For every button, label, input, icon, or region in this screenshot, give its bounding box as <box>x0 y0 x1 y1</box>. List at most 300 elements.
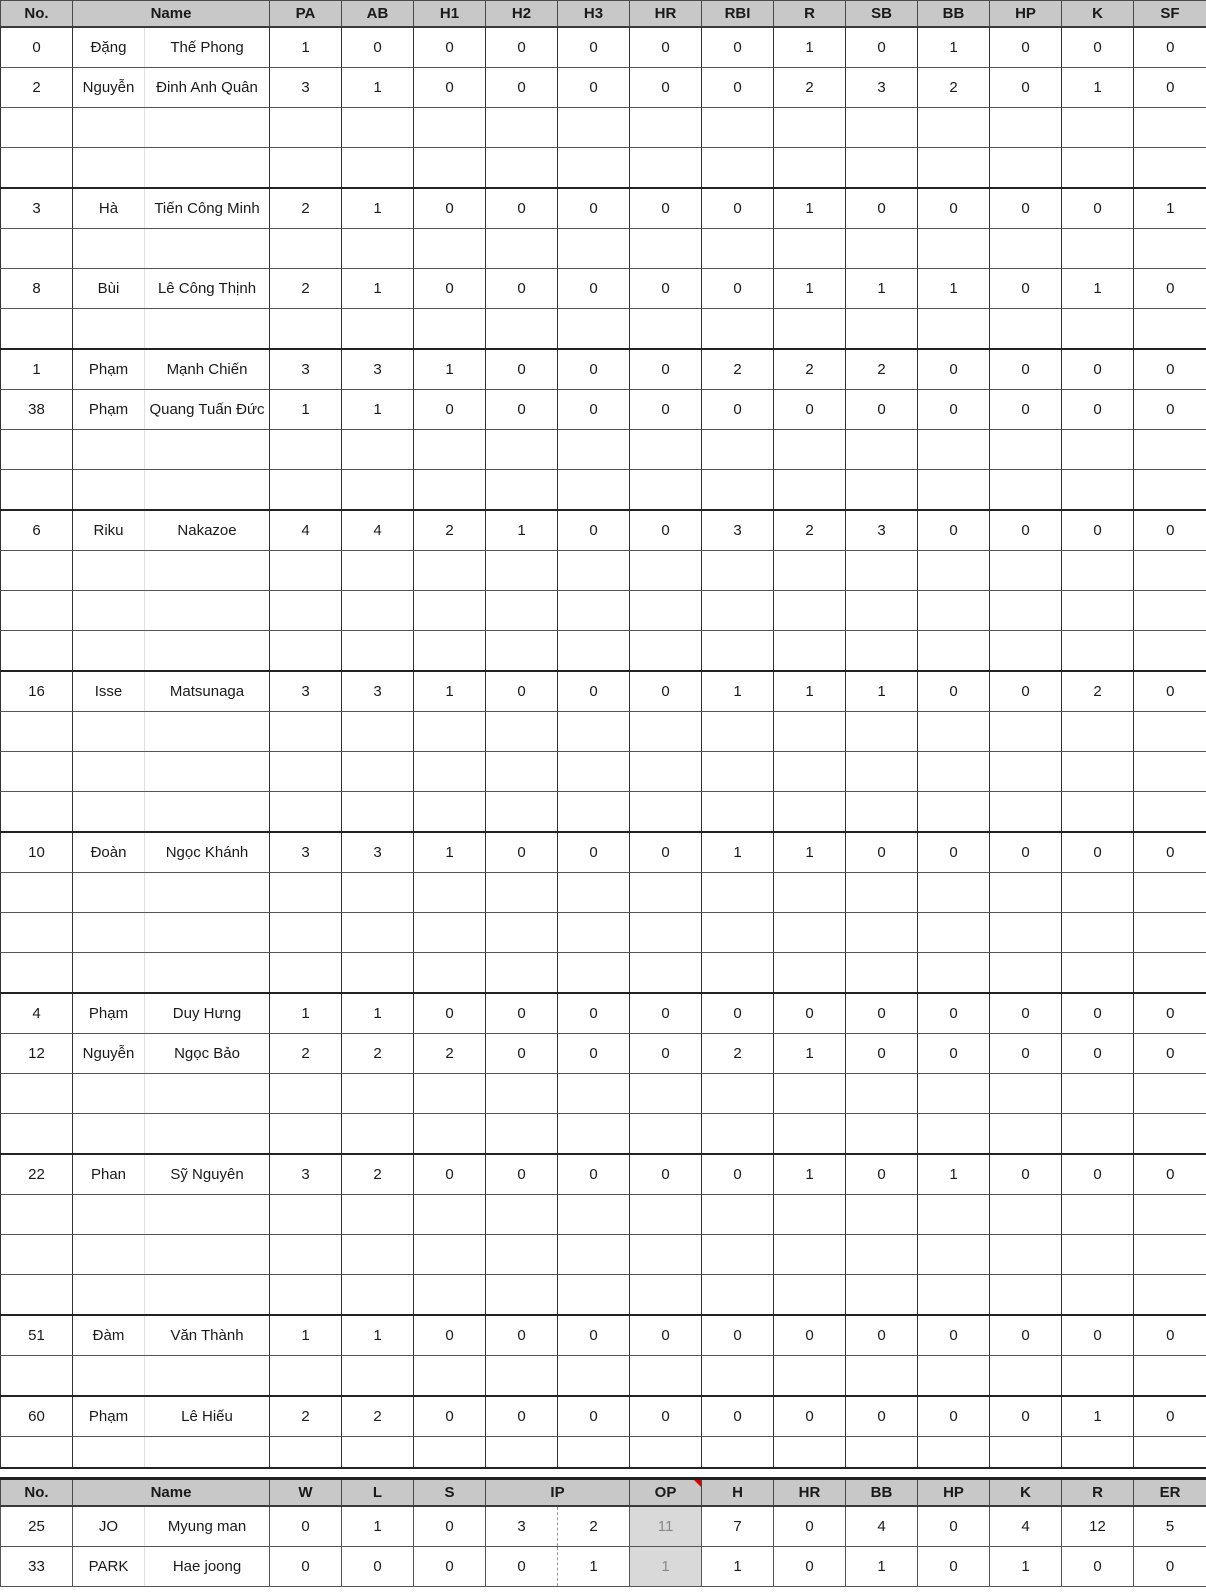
stat-cell-bb[interactable] <box>918 752 990 792</box>
stat-cell-hp[interactable] <box>990 229 1062 269</box>
stat-cell-h3[interactable] <box>558 148 630 189</box>
stat-cell-h3[interactable] <box>558 108 630 148</box>
stat-cell-bb[interactable]: 0 <box>918 671 990 712</box>
player-given-name-cell[interactable]: Phạm <box>73 390 145 430</box>
stat-cell-k[interactable] <box>1062 1195 1134 1235</box>
player-number-cell[interactable] <box>1 148 73 189</box>
stat-cell-sb[interactable] <box>846 430 918 470</box>
pitcher-given-name-cell[interactable]: PARK <box>73 1547 145 1587</box>
stat-cell-sb[interactable] <box>846 148 918 189</box>
stat-cell-rbi[interactable] <box>702 752 774 792</box>
stat-cell-sf[interactable] <box>1134 873 1206 913</box>
player-given-name-cell[interactable]: Isse <box>73 671 145 712</box>
stat-cell-ab[interactable] <box>342 631 414 672</box>
stat-cell-h2[interactable] <box>486 309 558 350</box>
stat-cell-r[interactable] <box>774 953 846 994</box>
stat-cell-sb[interactable]: 3 <box>846 68 918 108</box>
stat-cell-r[interactable] <box>774 309 846 350</box>
stat-cell-h3[interactable] <box>558 873 630 913</box>
stat-cell-h1[interactable] <box>414 108 486 148</box>
stat-cell-r[interactable]: 1 <box>774 832 846 873</box>
player-number-cell[interactable] <box>1 1074 73 1114</box>
stat-cell-h1[interactable]: 0 <box>414 269 486 309</box>
stat-cell-h1[interactable]: 1 <box>414 832 486 873</box>
stat-cell-bb[interactable]: 0 <box>918 390 990 430</box>
stat-cell-h[interactable]: 7 <box>702 1506 774 1547</box>
stat-cell-sb[interactable] <box>846 309 918 350</box>
player-given-name-cell[interactable]: Hà <box>73 188 145 229</box>
stat-cell-h3[interactable]: 0 <box>558 390 630 430</box>
stat-cell-rbi[interactable] <box>702 873 774 913</box>
stat-cell-r[interactable]: 1 <box>774 1034 846 1074</box>
stat-cell-k[interactable]: 0 <box>1062 993 1134 1034</box>
stat-cell-h2[interactable] <box>486 631 558 672</box>
player-number-cell[interactable]: 16 <box>1 671 73 712</box>
stat-cell-hp[interactable] <box>990 752 1062 792</box>
stat-cell-k[interactable] <box>1062 470 1134 511</box>
player-surname-cell[interactable]: Ngọc Bảo <box>145 1034 270 1074</box>
stat-cell-h2[interactable]: 0 <box>486 832 558 873</box>
stat-cell-rbi[interactable]: 1 <box>702 671 774 712</box>
player-surname-cell[interactable] <box>145 1235 270 1275</box>
stat-cell-k[interactable] <box>1062 873 1134 913</box>
stat-cell-rbi[interactable] <box>702 591 774 631</box>
player-number-cell[interactable]: 22 <box>1 1154 73 1195</box>
player-given-name-cell[interactable] <box>73 470 145 511</box>
stat-cell-h2[interactable] <box>486 148 558 189</box>
stat-cell-hr[interactable] <box>630 148 702 189</box>
player-given-name-cell[interactable] <box>73 551 145 591</box>
stat-cell-pa[interactable] <box>270 1074 342 1114</box>
stat-cell-h1[interactable] <box>414 1356 486 1397</box>
stat-cell-bb[interactable] <box>918 1195 990 1235</box>
stat-cell-bb[interactable] <box>918 792 990 833</box>
stat-cell-pa[interactable]: 4 <box>270 510 342 551</box>
player-number-cell[interactable] <box>1 430 73 470</box>
stat-cell-hp[interactable]: 0 <box>990 269 1062 309</box>
player-number-cell[interactable] <box>1 873 73 913</box>
player-number-cell[interactable]: 51 <box>1 1315 73 1356</box>
stat-cell-h1[interactable]: 2 <box>414 1034 486 1074</box>
stat-cell-h3[interactable] <box>558 752 630 792</box>
stat-cell-hr[interactable] <box>630 551 702 591</box>
stat-cell-hp[interactable]: 0 <box>990 1396 1062 1437</box>
stat-cell-ab[interactable]: 3 <box>342 671 414 712</box>
stat-cell-h1[interactable] <box>414 752 486 792</box>
stat-cell-rbi[interactable]: 0 <box>702 68 774 108</box>
stat-cell-pa[interactable] <box>270 148 342 189</box>
stat-cell-sf[interactable] <box>1134 309 1206 350</box>
player-number-cell[interactable] <box>1 1195 73 1235</box>
stat-cell-h3[interactable] <box>558 229 630 269</box>
stat-cell-h3[interactable]: 0 <box>558 27 630 68</box>
player-given-name-cell[interactable] <box>73 1114 145 1155</box>
stat-cell-rbi[interactable]: 0 <box>702 188 774 229</box>
stat-cell-h1[interactable] <box>414 1275 486 1316</box>
stat-cell-h2[interactable] <box>486 229 558 269</box>
stat-cell-sf[interactable] <box>1134 148 1206 189</box>
stat-cell-r[interactable] <box>774 752 846 792</box>
player-surname-cell[interactable] <box>145 752 270 792</box>
stat-cell-bb[interactable] <box>918 1114 990 1155</box>
stat-cell-h1[interactable]: 0 <box>414 27 486 68</box>
stat-cell-sb[interactable] <box>846 1275 918 1316</box>
stat-cell-h3[interactable] <box>558 1235 630 1275</box>
player-given-name-cell[interactable] <box>73 631 145 672</box>
stat-cell-pa[interactable]: 2 <box>270 1396 342 1437</box>
stat-cell-sb[interactable] <box>846 792 918 833</box>
stat-cell-rbi[interactable]: 0 <box>702 390 774 430</box>
stat-cell-w[interactable]: 0 <box>270 1506 342 1547</box>
stat-cell-pa[interactable] <box>270 953 342 994</box>
stat-cell-ab[interactable]: 1 <box>342 188 414 229</box>
player-number-cell[interactable]: 1 <box>1 349 73 390</box>
pitcher-number-cell[interactable]: 33 <box>1 1547 73 1587</box>
stat-cell-k[interactable] <box>1062 913 1134 953</box>
player-given-name-cell[interactable] <box>73 1074 145 1114</box>
stat-cell-k[interactable]: 0 <box>1062 390 1134 430</box>
stat-cell-pa[interactable] <box>270 430 342 470</box>
stat-cell-ab[interactable] <box>342 873 414 913</box>
player-surname-cell[interactable]: Quang Tuấn Đức <box>145 390 270 430</box>
stat-cell-k[interactable] <box>1062 1114 1134 1155</box>
player-number-cell[interactable] <box>1 712 73 752</box>
player-surname-cell[interactable] <box>145 148 270 189</box>
stat-cell-pa[interactable] <box>270 108 342 148</box>
stat-cell-pa[interactable]: 3 <box>270 1154 342 1195</box>
stat-cell-hr[interactable]: 0 <box>630 1315 702 1356</box>
stat-cell-sb[interactable]: 3 <box>846 510 918 551</box>
player-given-name-cell[interactable] <box>73 792 145 833</box>
stat-cell-pa[interactable]: 2 <box>270 188 342 229</box>
stat-cell-h1[interactable]: 0 <box>414 68 486 108</box>
stat-cell-hr[interactable] <box>630 913 702 953</box>
stat-cell-sf[interactable] <box>1134 1074 1206 1114</box>
player-surname-cell[interactable]: Tiến Công Minh <box>145 188 270 229</box>
stat-cell-ip-partial[interactable]: 1 <box>558 1547 630 1587</box>
player-given-name-cell[interactable]: Nguyễn <box>73 1034 145 1074</box>
stat-cell-hp[interactable] <box>990 470 1062 511</box>
player-surname-cell[interactable]: Đinh Anh Quân <box>145 68 270 108</box>
stat-cell-k[interactable]: 0 <box>1062 510 1134 551</box>
stat-cell-bb[interactable] <box>918 953 990 994</box>
stat-cell-r[interactable]: 1 <box>774 188 846 229</box>
stat-cell-h2[interactable] <box>486 551 558 591</box>
stat-cell-h1[interactable]: 2 <box>414 510 486 551</box>
stat-cell-r[interactable]: 2 <box>774 349 846 390</box>
stat-cell-h2[interactable]: 1 <box>486 510 558 551</box>
player-given-name-cell[interactable] <box>73 1195 145 1235</box>
stat-cell-bb[interactable] <box>918 551 990 591</box>
stat-cell-sf[interactable]: 1 <box>1134 188 1206 229</box>
player-given-name-cell[interactable]: Phạm <box>73 993 145 1034</box>
stat-cell-k[interactable] <box>1062 1074 1134 1114</box>
player-number-cell[interactable] <box>1 631 73 672</box>
stat-cell-rbi[interactable]: 3 <box>702 510 774 551</box>
stat-cell-hp[interactable]: 0 <box>918 1506 990 1547</box>
stat-cell-sb[interactable] <box>846 953 918 994</box>
stat-cell-r[interactable]: 2 <box>774 68 846 108</box>
stat-cell-rbi[interactable]: 0 <box>702 269 774 309</box>
stat-cell-r[interactable]: 1 <box>774 1154 846 1195</box>
player-surname-cell[interactable]: Thế Phong <box>145 27 270 68</box>
stat-cell-h3[interactable]: 0 <box>558 832 630 873</box>
stat-cell-ab[interactable] <box>342 1114 414 1155</box>
pitcher-surname-cell[interactable]: Hae joong <box>145 1547 270 1587</box>
stat-cell-l[interactable]: 1 <box>342 1506 414 1547</box>
player-number-cell[interactable]: 10 <box>1 832 73 873</box>
stat-cell-rbi[interactable]: 0 <box>702 1315 774 1356</box>
stat-cell-hr[interactable] <box>630 953 702 994</box>
stat-cell-bb[interactable]: 0 <box>918 832 990 873</box>
player-surname-cell[interactable] <box>145 712 270 752</box>
player-number-cell[interactable] <box>1 1356 73 1397</box>
stat-cell-sf[interactable] <box>1134 551 1206 591</box>
stat-cell-r[interactable] <box>774 1275 846 1316</box>
stat-cell-hp[interactable] <box>990 309 1062 350</box>
player-number-cell[interactable] <box>1 953 73 994</box>
stat-cell-hp[interactable] <box>990 551 1062 591</box>
stat-cell-h1[interactable] <box>414 430 486 470</box>
stat-cell-k[interactable] <box>1062 309 1134 350</box>
stat-cell-hp[interactable] <box>990 108 1062 148</box>
stat-cell-h1[interactable] <box>414 1195 486 1235</box>
stat-cell-h1[interactable] <box>414 873 486 913</box>
stat-cell-h3[interactable] <box>558 591 630 631</box>
stat-cell-r[interactable] <box>774 1074 846 1114</box>
stat-cell-bb[interactable]: 0 <box>918 188 990 229</box>
player-number-cell[interactable] <box>1 108 73 148</box>
stat-cell-rbi[interactable]: 0 <box>702 993 774 1034</box>
stat-cell-k[interactable]: 1 <box>1062 68 1134 108</box>
stat-cell-hp[interactable]: 0 <box>990 188 1062 229</box>
stat-cell-k[interactable] <box>1062 631 1134 672</box>
stat-cell-pa[interactable]: 3 <box>270 68 342 108</box>
stat-cell-h1[interactable] <box>414 309 486 350</box>
stat-cell-sb[interactable] <box>846 913 918 953</box>
stat-cell-k[interactable]: 0 <box>1062 1154 1134 1195</box>
stat-cell-sf[interactable]: 0 <box>1134 993 1206 1034</box>
stat-cell-k[interactable]: 1 <box>1062 1396 1134 1437</box>
stat-cell-r[interactable]: 1 <box>774 27 846 68</box>
stat-cell-h2[interactable]: 0 <box>486 68 558 108</box>
player-surname-cell[interactable] <box>145 953 270 994</box>
stat-cell-op[interactable]: 11 <box>630 1506 702 1547</box>
stat-cell-bb[interactable]: 0 <box>918 1315 990 1356</box>
player-number-cell[interactable] <box>1 1235 73 1275</box>
player-number-cell[interactable] <box>1 1114 73 1155</box>
stat-cell-h1[interactable] <box>414 1074 486 1114</box>
stat-cell-sb[interactable] <box>846 229 918 269</box>
player-given-name-cell[interactable] <box>73 752 145 792</box>
stat-cell-r[interactable] <box>774 1114 846 1155</box>
stat-cell-sf[interactable]: 0 <box>1134 390 1206 430</box>
player-surname-cell[interactable] <box>145 1356 270 1397</box>
player-number-cell[interactable]: 60 <box>1 1396 73 1437</box>
player-given-name-cell[interactable] <box>73 591 145 631</box>
player-given-name-cell[interactable]: Phạm <box>73 1396 145 1437</box>
stat-cell-h2[interactable] <box>486 873 558 913</box>
player-given-name-cell[interactable] <box>73 309 145 350</box>
player-surname-cell[interactable] <box>145 591 270 631</box>
stat-cell-k[interactable] <box>1062 792 1134 833</box>
stat-cell-sb[interactable]: 1 <box>846 671 918 712</box>
stat-cell-pa[interactable] <box>270 712 342 752</box>
stat-cell-sb[interactable] <box>846 108 918 148</box>
stat-cell-sb[interactable]: 2 <box>846 349 918 390</box>
stat-cell-rbi[interactable] <box>702 1235 774 1275</box>
stat-cell-hr[interactable] <box>630 1074 702 1114</box>
stat-cell-rbi[interactable] <box>702 108 774 148</box>
stat-cell-pa[interactable] <box>270 1235 342 1275</box>
stat-cell-h1[interactable] <box>414 953 486 994</box>
stat-cell-hr[interactable] <box>630 1235 702 1275</box>
stat-cell-pa[interactable]: 2 <box>270 269 342 309</box>
stat-cell-h2[interactable]: 0 <box>486 993 558 1034</box>
stat-cell-ab[interactable] <box>342 430 414 470</box>
stat-cell-hr[interactable]: 0 <box>630 671 702 712</box>
player-surname-cell[interactable]: Văn Thành <box>145 1315 270 1356</box>
stat-cell-ab[interactable] <box>342 229 414 269</box>
stat-cell-h2[interactable] <box>486 1114 558 1155</box>
stat-cell-sf[interactable] <box>1134 470 1206 511</box>
stat-cell-sb[interactable]: 1 <box>846 269 918 309</box>
player-given-name-cell[interactable] <box>73 148 145 189</box>
stat-cell-hp[interactable]: 0 <box>990 27 1062 68</box>
player-surname-cell[interactable] <box>145 229 270 269</box>
stat-cell-rbi[interactable]: 2 <box>702 349 774 390</box>
stat-cell-h2[interactable]: 0 <box>486 1034 558 1074</box>
stat-cell-bb[interactable]: 1 <box>846 1547 918 1587</box>
stat-cell-s[interactable]: 0 <box>414 1506 486 1547</box>
stat-cell-h2[interactable]: 0 <box>486 1315 558 1356</box>
pitcher-surname-cell[interactable]: Myung man <box>145 1506 270 1547</box>
stat-cell-hr[interactable] <box>630 1356 702 1397</box>
stat-cell-hp[interactable] <box>990 1235 1062 1275</box>
stat-cell-bb[interactable] <box>918 1275 990 1316</box>
stat-cell-hp[interactable]: 0 <box>990 510 1062 551</box>
pitcher-number-cell[interactable]: 25 <box>1 1506 73 1547</box>
stat-cell-sf[interactable]: 0 <box>1134 269 1206 309</box>
player-surname-cell[interactable] <box>145 873 270 913</box>
stat-cell-hr[interactable] <box>630 108 702 148</box>
stat-cell-sf[interactable]: 0 <box>1134 349 1206 390</box>
stat-cell-hr[interactable]: 0 <box>630 1034 702 1074</box>
stat-cell-r[interactable] <box>774 712 846 752</box>
stat-cell-rbi[interactable] <box>702 712 774 752</box>
stat-cell-pa[interactable] <box>270 551 342 591</box>
stat-cell-h2[interactable]: 0 <box>486 188 558 229</box>
stat-cell-rbi[interactable] <box>702 631 774 672</box>
stat-cell-hr[interactable] <box>630 792 702 833</box>
stat-cell-h3[interactable]: 0 <box>558 188 630 229</box>
stat-cell-h1[interactable]: 0 <box>414 993 486 1034</box>
stat-cell-h1[interactable] <box>414 1235 486 1275</box>
stat-cell-hp[interactable] <box>990 591 1062 631</box>
stat-cell-er[interactable]: 5 <box>1134 1506 1206 1547</box>
stat-cell-r[interactable]: 0 <box>774 390 846 430</box>
player-number-cell[interactable]: 12 <box>1 1034 73 1074</box>
stat-cell-h3[interactable]: 0 <box>558 1034 630 1074</box>
stat-cell-pa[interactable] <box>270 873 342 913</box>
stat-cell-r[interactable] <box>774 470 846 511</box>
stat-cell-ab[interactable]: 4 <box>342 510 414 551</box>
stat-cell-sf[interactable]: 0 <box>1134 671 1206 712</box>
stat-cell-bb[interactable]: 0 <box>918 993 990 1034</box>
stat-cell-ip-full[interactable]: 3 <box>486 1506 558 1547</box>
player-surname-cell[interactable]: Lê Công Thịnh <box>145 269 270 309</box>
player-given-name-cell[interactable]: Đặng <box>73 27 145 68</box>
stat-cell-hr[interactable]: 0 <box>630 832 702 873</box>
stat-cell-r[interactable] <box>774 1195 846 1235</box>
stat-cell-ab[interactable]: 1 <box>342 390 414 430</box>
stat-cell-h1[interactable]: 0 <box>414 1154 486 1195</box>
stat-cell-hp[interactable] <box>990 953 1062 994</box>
stat-cell-ab[interactable] <box>342 309 414 350</box>
stat-cell-hr[interactable] <box>630 430 702 470</box>
stat-cell-h3[interactable]: 0 <box>558 1396 630 1437</box>
stat-cell-bb[interactable] <box>918 430 990 470</box>
stat-cell-h3[interactable] <box>558 430 630 470</box>
stat-cell-h3[interactable]: 0 <box>558 671 630 712</box>
stat-cell-h3[interactable] <box>558 631 630 672</box>
stat-cell-ab[interactable] <box>342 148 414 189</box>
stat-cell-k[interactable] <box>1062 1356 1134 1397</box>
stat-cell-sb[interactable] <box>846 631 918 672</box>
stat-cell-h[interactable]: 1 <box>702 1547 774 1587</box>
stat-cell-w[interactable]: 0 <box>270 1547 342 1587</box>
stat-cell-hr[interactable] <box>630 873 702 913</box>
stat-cell-rbi[interactable] <box>702 551 774 591</box>
stat-cell-hp[interactable] <box>990 913 1062 953</box>
stat-cell-rbi[interactable] <box>702 1114 774 1155</box>
stat-cell-hp[interactable]: 0 <box>990 1154 1062 1195</box>
player-surname-cell[interactable] <box>145 792 270 833</box>
stat-cell-h3[interactable]: 0 <box>558 269 630 309</box>
stat-cell-bb[interactable] <box>918 470 990 511</box>
stat-cell-r[interactable] <box>774 430 846 470</box>
stat-cell-h2[interactable]: 0 <box>486 1154 558 1195</box>
stat-cell-pa[interactable] <box>270 309 342 350</box>
player-number-cell[interactable] <box>1 551 73 591</box>
player-given-name-cell[interactable]: Nguyễn <box>73 68 145 108</box>
stat-cell-sf[interactable] <box>1134 792 1206 833</box>
stat-cell-sb[interactable]: 0 <box>846 27 918 68</box>
stat-cell-hp[interactable] <box>990 148 1062 189</box>
stat-cell-ab[interactable] <box>342 470 414 511</box>
stat-cell-h3[interactable]: 0 <box>558 510 630 551</box>
stat-cell-hp[interactable] <box>990 873 1062 913</box>
stat-cell-sf[interactable] <box>1134 1275 1206 1316</box>
stat-cell-h2[interactable] <box>486 1195 558 1235</box>
stat-cell-k[interactable] <box>1062 1235 1134 1275</box>
stat-cell-h2[interactable] <box>486 108 558 148</box>
stat-cell-k[interactable]: 0 <box>1062 188 1134 229</box>
stat-cell-sb[interactable] <box>846 873 918 913</box>
stat-cell-sf[interactable] <box>1134 712 1206 752</box>
stat-cell-sb[interactable]: 0 <box>846 1396 918 1437</box>
stat-cell-ab[interactable] <box>342 591 414 631</box>
stat-cell-bb[interactable] <box>918 913 990 953</box>
stat-cell-bb[interactable] <box>918 309 990 350</box>
stat-cell-pa[interactable] <box>270 752 342 792</box>
stat-cell-pa[interactable] <box>270 631 342 672</box>
stat-cell-bb[interactable] <box>918 873 990 913</box>
player-surname-cell[interactable] <box>145 470 270 511</box>
stat-cell-sf[interactable] <box>1134 430 1206 470</box>
stat-cell-sf[interactable] <box>1134 1195 1206 1235</box>
stat-cell-r[interactable]: 0 <box>774 1396 846 1437</box>
